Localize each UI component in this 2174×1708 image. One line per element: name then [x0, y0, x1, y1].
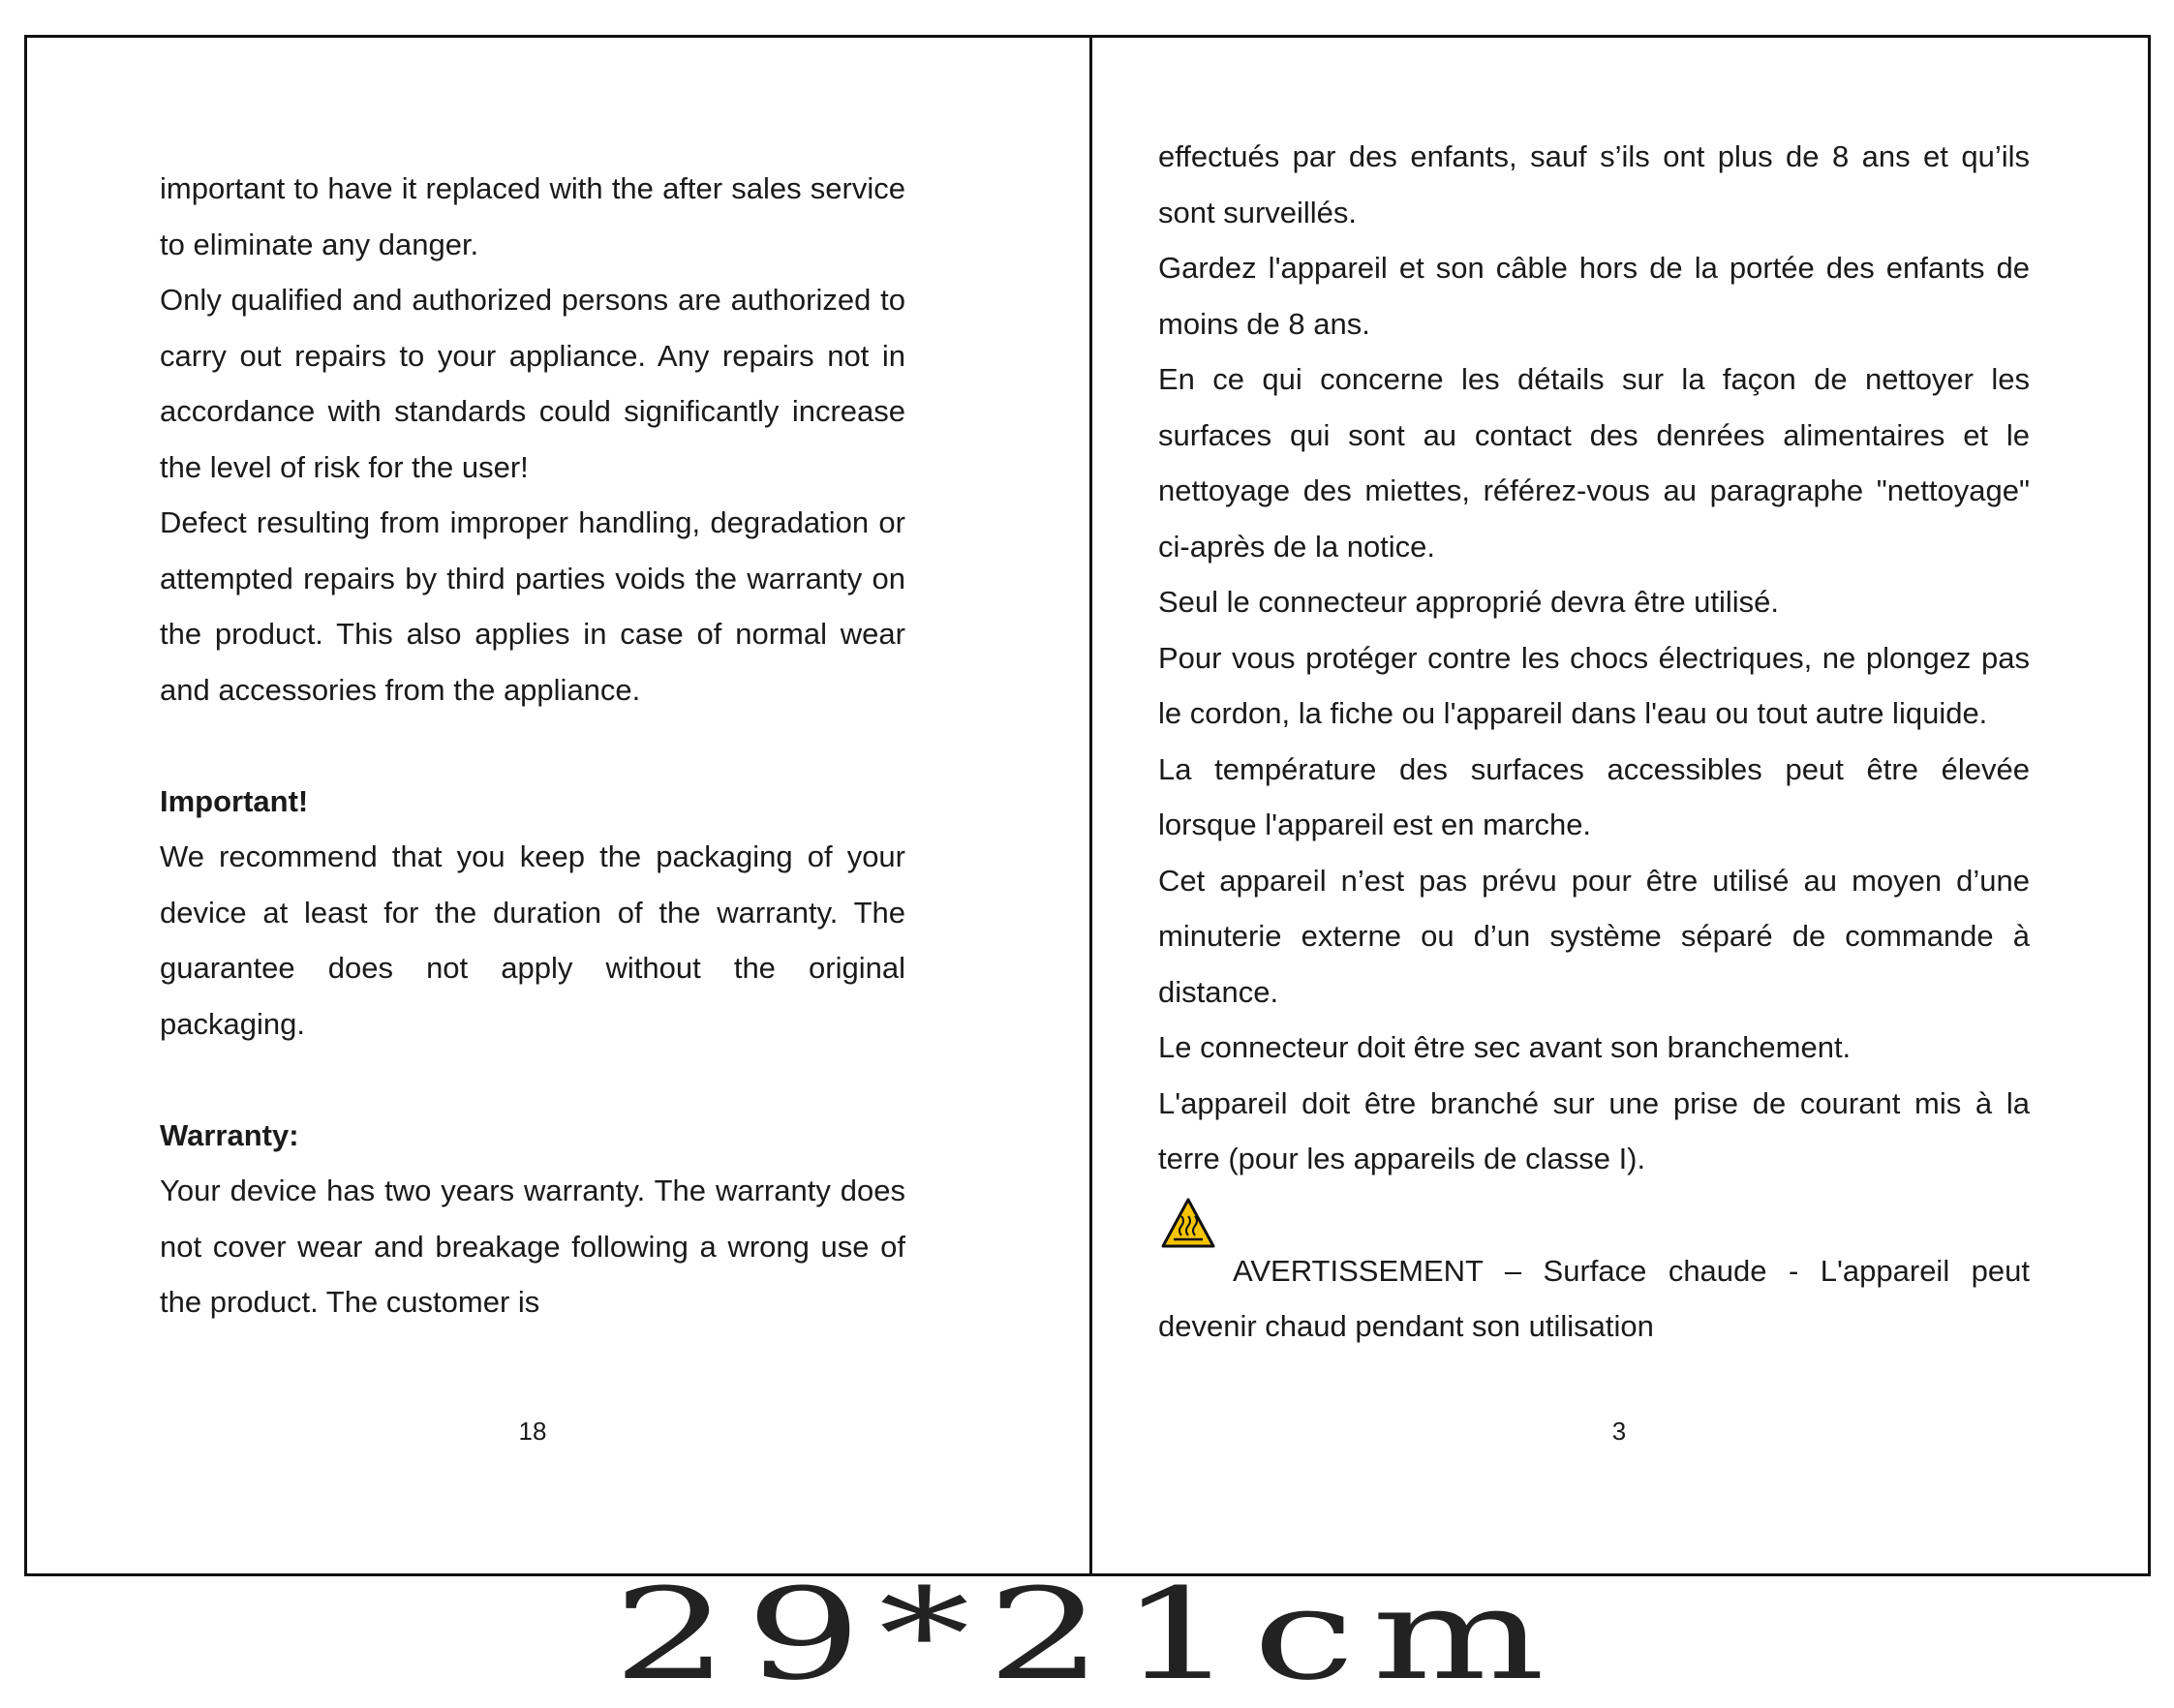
right-paragraph: Gardez l'appareil et son câble hors de la portée des enfants de moins de 8 ans.: [1158, 251, 2030, 341]
right-paragraph: En ce qui concerne les détails sur la façon de nettoyer les surfaces qui sont au contact des denrées alimentaires et le nettoyage des miettes, référez-vous au paragraphe "nettoyage" ci-après de la notice.: [1158, 362, 2030, 564]
right-page-body: [1158, 129, 2030, 1355]
right-page-number: 3: [1611, 1417, 1627, 1446]
left-paragraph: important to have it replaced with the after sales service to eliminate any danger.: [160, 171, 905, 261]
left-paragraph: Defect resulting from improper handling, degradation or attempted repairs by third parties voids the warranty on the product. This also applies in case of normal wear and accessories from the appliance.: [160, 505, 905, 707]
size-label: 29*21cm: [612, 1561, 1562, 1708]
important-text: We recommend that you keep the packaging of your device at least for the duration of the warranty. The guarantee does not apply without the original packaging.: [160, 839, 905, 1041]
right-paragraph: L'appareil doit être branché sur une prise de courant mis à la terre (pour les appareils de classe I).: [1158, 1085, 2030, 1175]
right-paragraph: La température des surfaces accessibles peut être élevée lorsque l'appareil est en marche.: [1158, 751, 2030, 841]
page-divider: [1089, 38, 1092, 1573]
important-heading: Important!: [160, 783, 309, 818]
warranty-heading: Warranty:: [160, 1117, 299, 1152]
right-paragraph: Le connecteur doit être sec avant son branchement.: [1158, 1030, 1852, 1064]
hot-surface-warning-text: AVERTISSEMENT – Surface chaude - L'appareil peut devenir chaud pendant son utilisation: [1158, 1253, 2030, 1343]
right-paragraph: Pour vous protéger contre les chocs électriques, ne plongez pas le cordon, la fiche ou l'appareil dans l'eau ou tout autre liquide.: [1158, 640, 2030, 730]
left-page-number: 18: [518, 1417, 547, 1446]
right-paragraph: Cet appareil n’est pas prévu pour être utilisé au moyen d’une minuterie externe ou d’un système séparé de commande à distance.: [1158, 863, 2030, 1009]
hot-surface-warning-icon: [1160, 1197, 1216, 1249]
right-paragraph: effectués par des enfants, sauf s’ils ont plus de 8 ans et qu’ils sont surveillés.: [1158, 139, 2030, 229]
left-page-body: [160, 161, 905, 1330]
warranty-text: Your device has two years warranty. The warranty does not cover wear and breakage following a wrong use of the product. The customer is: [160, 1174, 905, 1319]
right-paragraph: Seul le connecteur approprié devra être utilisé.: [1158, 585, 1780, 619]
left-paragraph: Only qualified and authorized persons are authorized to carry out repairs to your appliance. Any repairs not in accordance with standards could significantly increase the level of risk for the user!: [160, 283, 905, 484]
